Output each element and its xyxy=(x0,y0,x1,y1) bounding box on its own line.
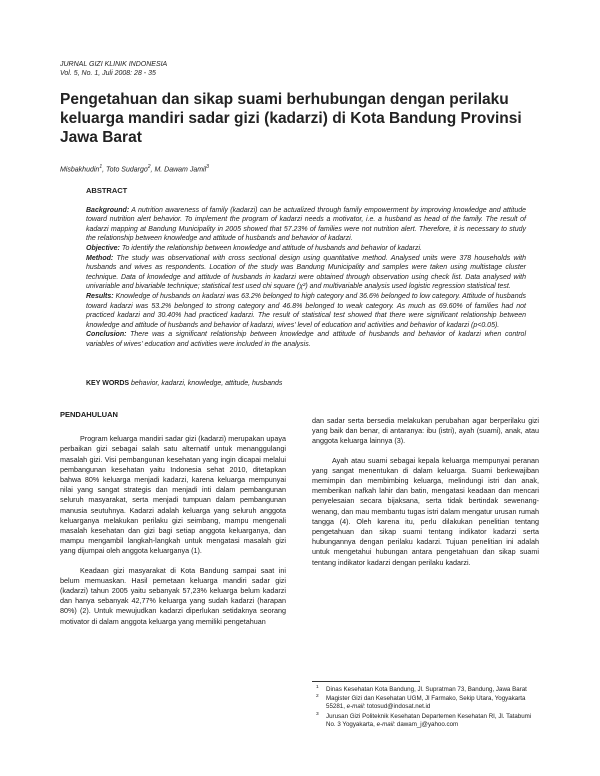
author-affiliation-mark: 3 xyxy=(206,164,209,170)
results-text: Knowledge of husbands on kadarzi was 63.2% belonged to high category and 36.6% belonged to low category. Attitude of husbands toward kadarzi was 53.2% belonged to strong category and 46.8% belonged to weak category. As much as 69.60% of families had not practiced kadarzi and 30.40% had practiced kadarzi. The result of statistical test showed that there were significant relationship between knowledge and attitude of husbands and behavior of kadarzi, wives' level of education and activities and behavior of kadarzi (p<0.05). xyxy=(86,292,526,329)
author-affiliation-mark: 1 xyxy=(99,164,103,170)
keywords-label: KEY WORDS xyxy=(86,380,130,387)
objective-label: Objective: xyxy=(86,244,120,252)
author-name: M. Dawam Jamil xyxy=(154,166,207,174)
conclusion-label: Conclusion: xyxy=(86,331,127,339)
keywords-text: behavior, kadarzi, knowledge, attitude, husbands xyxy=(131,380,283,387)
footnote xyxy=(312,713,542,729)
body-paragraph: dan sadar serta bersedia melakukan perubahan agar berperilaku gizi yang baik dan benar, di antaranya: ibu (istri), ayah (suami), anak, atau anggota keluarga lainnya (3). xyxy=(312,416,539,446)
body-paragraph: Ayah atau suami sebagai kepala keluarga mempunyai peranan yang sangat menentukan di dalam keluarga. Suami berkewajiban memimpin dan membimbing keluarga, melindungi istri dan anak, memberikan nafkah lahir dan batin, mengatasi keadaan dan mencari penyelesaian secara bijaksana, serta tidak bertindak sewenang-wenang, dan mau membantu tugas istri dalam mengatur urusan rumah tangga (4). Oleh karena itu, perlu dilakukan penelitian tentang pengetahuan dan sikap suami tentang indikator kadarzi serta hubungannya dengan perilaku kadarzi. Tujuan penelitian ini adalah untuk mengetahui hubungan antara pengetahuan dan sikap suami tentang indikator kadarzi dengan perilaku kadarzi. xyxy=(312,455,539,567)
author-line: Misbakhudin$^1$, Toto Sudargo$^2$, M. Dawam Jamil$^3$ xyxy=(60,164,209,174)
objective-text: To identify the relationship between knowledge and attitude of husbands and behavior of kadarzi. xyxy=(121,244,422,252)
background-label: Background: xyxy=(86,206,130,214)
journal-issue: Vol. 5, No. 1, Juli 2008: 28 - 35 xyxy=(60,70,156,77)
conclusion-text: There was a significant relationship between knowledge and attitude of husbands and behavior of kadarzi when control variables of wives' education and activities were included in the analysis. xyxy=(86,331,526,348)
footnote xyxy=(312,695,542,711)
body-column-left xyxy=(60,410,286,636)
author-name: Misbakhudin xyxy=(60,166,100,174)
footnotes xyxy=(312,686,542,730)
footnote-text: Jurusan Gizi Politeknik Kesehatan Departemen Kesehatan RI, Jl. Tatabumi No. 3 Yogyakarta, xyxy=(326,712,532,728)
journal-header xyxy=(60,60,167,78)
abstract-objective xyxy=(86,244,526,254)
author-name: Toto Sudargo xyxy=(105,166,148,174)
abstract-results xyxy=(86,292,526,330)
background-text: A nutrition awareness of family (kadarzi) can be actualized through family empowerment by improving knowledge and attitude toward nutrition alert behavior. To implement the program of kadarzi needs a motivator, i.e. a husband as head of the family. The result of kadarzi mapping at Bandung Municipality in 2005 showed that 57.23% of families were not nutrition alert. Therefore, it is necessary to study the relationship between knowledge and attitude of husbands and behavior of kadarzi. xyxy=(86,206,526,243)
section-heading: PENDAHULUAN xyxy=(60,410,118,419)
body-column-right xyxy=(312,416,539,577)
abstract xyxy=(86,186,526,350)
footnote-number: 1 xyxy=(316,685,319,690)
keywords xyxy=(86,380,526,387)
footnote-number: 2 xyxy=(316,694,319,700)
footnote-divider xyxy=(312,681,420,682)
article-title: Pengetahuan dan sikap suami berhubungan dengan perilaku keluarga mandiri sadar gizi (kadarzi) di Kota Bandung Provinsi Jawa Barat xyxy=(60,91,522,146)
footnote-number: 3 xyxy=(316,711,319,717)
abstract-background xyxy=(86,206,526,244)
body-paragraph: Program keluarga mandiri sadar gizi (kadarzi) merupakan upaya perbaikan gizi sebagai salah satu alternatif untuk menanggulangi masalah gizi. Visi pembangunan kesehatan yang ingin dicapai melalui pembangunan kesehatan yaitu Indonesia sehat 2010, ditetapkan bahwa 80% keluarga menjadi kadarzi, karena keluarga mempunyai nilai yang sangat strategis dan menjadi inti dalam pembangunan seluruh masyarakat, serta menjadi tumpuan dalam pembangunan manusia seutuhnya. Kadarzi adalah keluarga yang seluruh anggota keluarganya melakukan perilaku gizi seimbang, mampu mengenali masalah kesehatan dan gizi bagi setiap anggota keluarganya, dan mampu mengambil langkah-langkah untuk mengatasi masalah gizi yang dijumpai oleh anggota keluarganya (1). xyxy=(60,434,286,556)
footnote-email: totosud@indosat.net.id xyxy=(366,703,431,711)
footnote-email-label: e-mail: xyxy=(346,703,366,711)
footnote-text: Dinas Kesehatan Kota Bandung, Jl. Supratman 73, Bandung, Jawa Barat xyxy=(326,686,527,693)
abstract-method xyxy=(86,254,526,292)
author-affiliation-mark: 2 xyxy=(147,164,151,170)
body-paragraph: Keadaan gizi masyarakat di Kota Bandung sampai saat ini belum memuaskan. Hasil pemetaan keluarga mandiri sadar gizi (kadarzi) tahun 2005 yaitu sebanyak 57,23% keluarga belum kadarzi dan hanya sebanyak 42,77% keluarga yang sudah kadarzi (harapan 80%) (2). Untuk mewujudkan kadarzi diperlukan setidaknya seorang motivator di dalam anggota keluarga yang memiliki pengetahuan xyxy=(60,565,286,626)
abstract-conclusion xyxy=(86,330,526,349)
abstract-heading: ABSTRACT xyxy=(86,186,128,195)
results-label: Results: xyxy=(86,292,114,300)
method-text: The study was observational with cross sectional design using quantitative method. Analysed units were 378 households with husbands and wives as respondents. Location of the study was Bandung Municipality and samples were taken using multistage cluster technique. Data of knowledge and attitude of husbands in kadarzi were obtained through observation using check list. Data analysed with univariable and bivariable technique; statistical test used chi square (χ²) and multivariable analysis used logistic regression statistical test. xyxy=(86,254,526,291)
footnote xyxy=(312,686,542,694)
footnote-email: dawam_j@yahoo.com xyxy=(396,720,459,728)
footnote-email-label: e-mail: xyxy=(376,720,396,728)
footnote-text: Magister Gizi dan Kesehatan UGM, Jl Farmako, Sekip Utara, Yogyakarta 55281, xyxy=(326,695,526,711)
method-label: Method: xyxy=(86,254,114,262)
journal-name: JURNAL GIZI KLINIK INDONESIA xyxy=(60,61,168,68)
